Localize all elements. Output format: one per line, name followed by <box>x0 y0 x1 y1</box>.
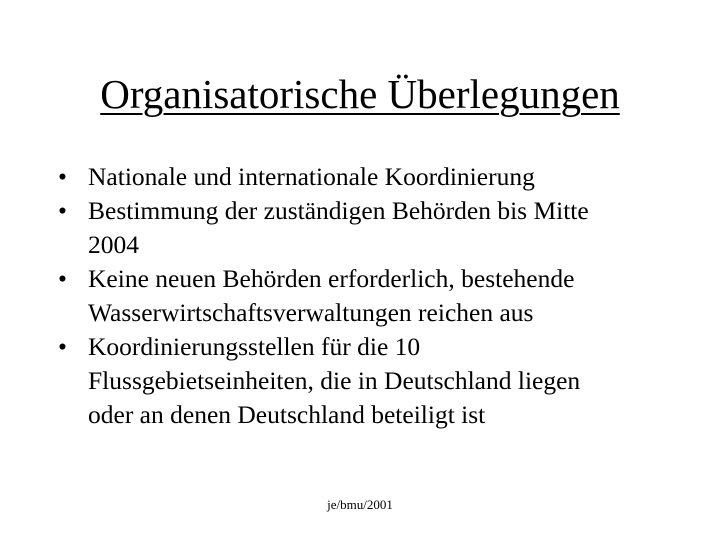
bullet-item <box>58 194 698 262</box>
bullet-line: Flussgebietseinheiten, die in Deutschland liegen <box>88 366 581 395</box>
bullet-icon: • <box>58 332 67 361</box>
bullet-line: Nationale und internationale Koordinierung <box>88 162 535 191</box>
bullet-line: Keine neuen Behörden erforderlich, bestehende <box>88 264 575 293</box>
bullet-item <box>58 262 698 330</box>
bullet-icon: • <box>58 264 67 293</box>
bullet-line: 2004 <box>88 230 139 259</box>
bullet-icon: • <box>58 162 67 191</box>
bullet-icon: • <box>58 196 67 225</box>
footer-text: je/bmu/2001 <box>327 497 393 512</box>
bullet-list <box>58 160 698 432</box>
bullet-line: Bestimmung der zuständigen Behörden bis Mitte <box>88 196 589 225</box>
bullet-item <box>58 160 698 194</box>
bullet-line: oder an denen Deutschland beteiligt ist <box>88 400 486 429</box>
bullet-line: Wasserwirtschaftsverwaltungen reichen aus <box>88 298 534 327</box>
bullet-line: Koordinierungsstellen für die 10 <box>88 332 421 361</box>
bullet-item <box>58 330 698 432</box>
slide-title: Organisatorische Überlegungen <box>100 71 620 117</box>
